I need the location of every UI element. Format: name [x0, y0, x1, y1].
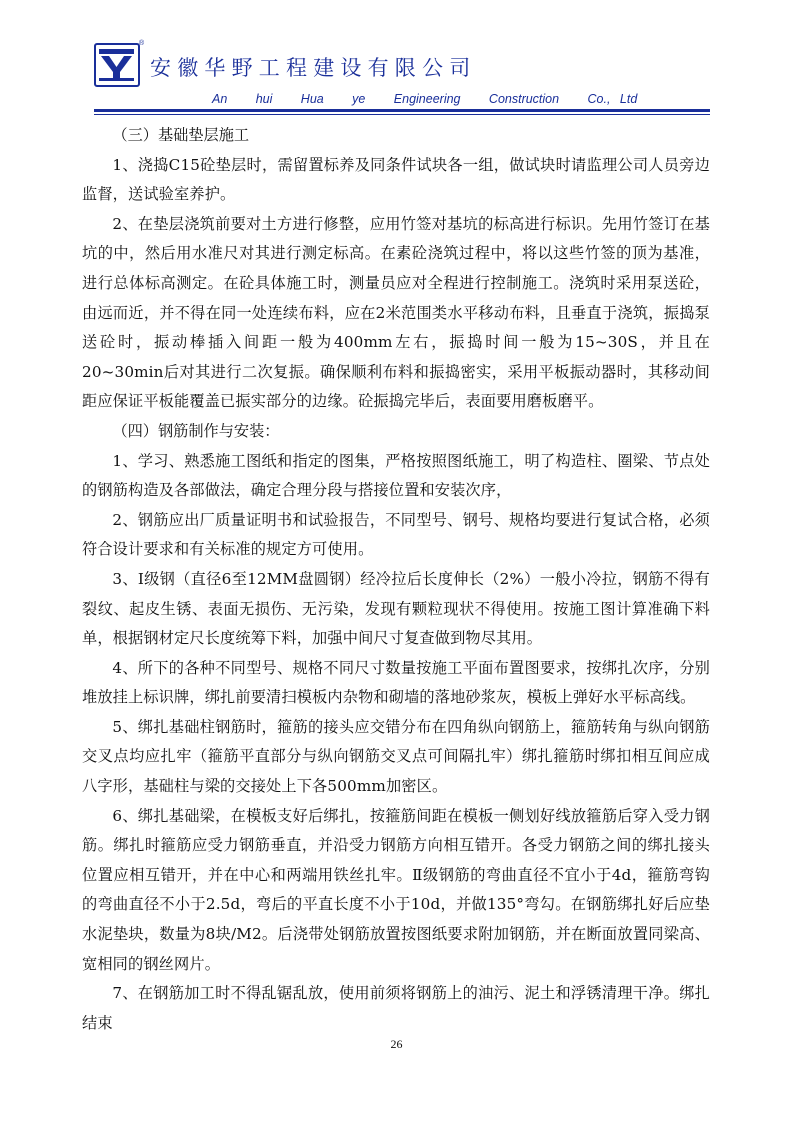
paragraph: 3、I级钢（直径6至12MM盘圆钢）经冷拉后长度伸长（2%）一般小冷拉，钢筋不得有裂纹、起皮生锈、表面无损伤、无污染，发现有颗粒现状不得使用。按施工图计算准确下料单，根据钢材定尺长度统筹下料，加强中间尺寸复查做到物尽其用。: [82, 569, 710, 648]
paragraph: 2、钢筋应出厂质量证明书和试验报告，不同型号、钢号、规格均要进行复试合格，必须符合设计要求和有关标准的规定方可使用。: [82, 510, 710, 559]
paragraph: 1、浇捣C15砼垫层时，需留置标养及同条件试块各一组，做试块时请监理公司人员旁边监督，送试验室养护。: [82, 155, 710, 204]
header-rule-thin: [94, 114, 710, 115]
document-body: [82, 121, 710, 1038]
page-number: 26: [390, 1037, 403, 1051]
registered-mark: ®: [139, 40, 145, 47]
paragraph: 5、绑扎基础柱钢筋时，箍筋的接头应交错分布在四角纵向钢筋上，箍筋转角与纵向钢筋交叉点均应扎牢（箍筋平直部分与纵向钢筋交叉点可间隔扎牢）绑扎箍筋时绑扣相互间应成八字形，基础柱与梁的交接处上下各500mm加密区。: [82, 717, 710, 796]
section-heading-4: （四）钢筋制作与安装：: [112, 421, 280, 440]
paragraph: 6、绑扎基础梁，在模板支好后绑扎，按箍筋间距在模板一侧划好线放箍筋后穿入受力钢筋。绑扎时箍筋应受力钢筋垂直，并沿受力钢筋方向相互错开。各受力钢筋之间的绑扎接头位置应相互错开，并在中心和两端用铁丝扎牢。Ⅱ级钢筋的弯曲直径不宜小于4d，箍筋弯钩的弯曲直径不小于2.5d，弯后的平直长度不小于10d，并做135°弯勾。在钢筋绑扎好后应垫水泥垫块，数量为8块/M2。后浇带处钢筋放置按图纸要求附加钢筋，并在断面放置同梁高、宽相同的钢丝网片。: [82, 806, 710, 973]
paragraph: 4、所下的各种不同型号、规格不同尺寸数量按施工平面布置图要求，按绑扎次序，分别堆放挂上标识牌，绑扎前要清扫模板内杂物和砌墙的落地砂浆灰，模板上弹好水平标高线。: [82, 658, 710, 707]
paragraph: 1、学习、熟悉施工图纸和指定的图集，严格按照图纸施工，明了构造柱、圈梁、节点处的钢筋构造及各部做法，确定合理分段与搭接位置和安装次序，: [82, 451, 710, 500]
paragraph: 2、在垫层浇筑前要对土方进行修整，应用竹签对基坑的标高进行标识。先用竹签订在基坑的中，然后用水准尺对其进行测定标高。在素砼浇筑过程中，将以这些竹签的顶为基准，进行总体标高测定。在砼具体施工时，测量员应对全程进行控制施工。浇筑时采用泵送砼，由远而近，并不得在同一处连续布料，应在2米范围类水平移动布料，且垂直于浇筑，振捣泵送砼时，振动棒插入间距一般为400mm左右，振捣时间一般为15~30S，并且在20~30min后对其进行二次复振。确保顺利布料和振捣密实，采用平板振动器时，其移动间距应保证平板能覆盖已振实部分的边缘。砼振捣完毕后，表面要用磨板磨平。: [82, 214, 710, 411]
header-rule-thick: [94, 109, 710, 112]
company-name-en: An hui Hua ye Engineering Construction Co., Ltd: [212, 92, 638, 106]
section-heading-3: （三）基础垫层施工: [112, 126, 250, 144]
company-logo-icon: [94, 43, 140, 87]
company-name-cn: 安徽华野工程建设有限公司: [150, 56, 477, 80]
paragraph: 7、在钢筋加工时不得乱锯乱放，使用前须将钢筋上的油污、泥土和浮锈清理干净。绑扎结束: [82, 984, 710, 1032]
